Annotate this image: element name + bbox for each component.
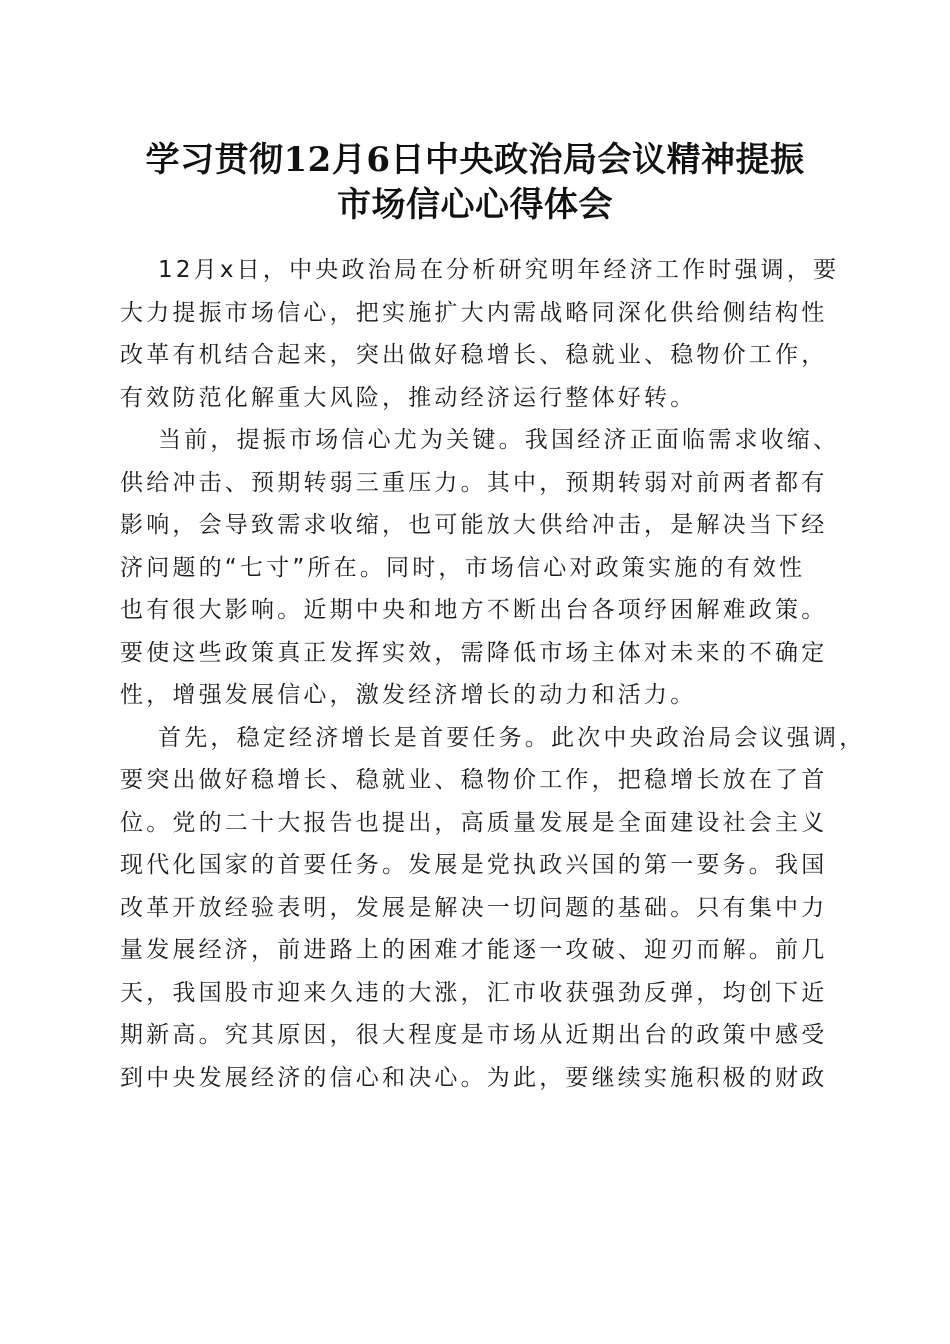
paragraph-line: 也有很大影响。近期中央和地方不断出台各项纾困解难政策。 <box>120 597 828 623</box>
paragraph-3 <box>120 717 866 1100</box>
paragraph-line: 期新高。究其原因，很大程度是市场从近期出台的政策中感受 <box>120 1022 828 1048</box>
document-body <box>120 249 866 1099</box>
paragraph-line: 现代化国家的首要任务。发展是党执政兴国的第一要务。我国 <box>120 852 828 878</box>
paragraph-line: 天，我国股市迎来久违的大涨，汇市收获强劲反弹，均创下近 <box>120 979 828 1006</box>
paragraph-1 <box>120 249 840 419</box>
document-title <box>120 138 830 228</box>
paragraph-line: 改革开放经验表明，发展是解决一切问题的基础。只有集中力 <box>120 894 828 921</box>
paragraph-line: 当前，提振市场信心尤为关键。我国经济正面临需求收缩、 <box>158 427 840 453</box>
paragraph-line: 有效防范化解重大风险，推动经济运行整体好转。 <box>120 384 697 411</box>
title-line-1: 学习贯彻12月6日中央政治局会议精神提振 <box>145 140 805 180</box>
paragraph-line: 大力提振市场信心，把实施扩大内需战略同深化供给侧结构性 <box>120 299 828 326</box>
paragraph-line: 改革有机结合起来，突出做好稳增长、稳就业、稳物价工作， <box>120 342 828 368</box>
paragraph-line: 首先，稳定经济增长是首要任务。此次中央政治局会议强调， <box>158 724 866 751</box>
paragraph-2 <box>120 419 840 717</box>
paragraph-line: 济问题的“七寸”所在。同时，市场信心对政策实施的有效性 <box>120 554 806 581</box>
paragraph-line: 位。党的二十大报告也提出，高质量发展是全面建设社会主义 <box>120 809 828 836</box>
paragraph-line: 性，增强发展信心，激发经济增长的动力和活力。 <box>120 682 697 708</box>
paragraph-line: 要突出做好稳增长、稳就业、稳物价工作，把稳增长放在了首 <box>120 767 828 793</box>
paragraph-line: 12月x日，中央政治局在分析研究明年经济工作时强调，要 <box>158 257 840 283</box>
paragraph-line: 要使这些政策真正发挥实效，需降低市场主体对未来的不确定 <box>120 639 828 666</box>
paragraph-line: 量发展经济，前进路上的困难才能逐一攻破、迎刃而解。前几 <box>120 937 828 963</box>
title-line-2: 市场信心心得体会 <box>337 185 613 225</box>
paragraph-line: 供给冲击、预期转弱三重压力。其中，预期转弱对前两者都有 <box>120 469 828 496</box>
paragraph-line: 影响，会导致需求收缩，也可能放大供给冲击，是解决当下经 <box>120 512 828 538</box>
paragraph-line: 到中央发展经济的信心和决心。为此，要继续实施积极的财政 <box>120 1064 828 1091</box>
